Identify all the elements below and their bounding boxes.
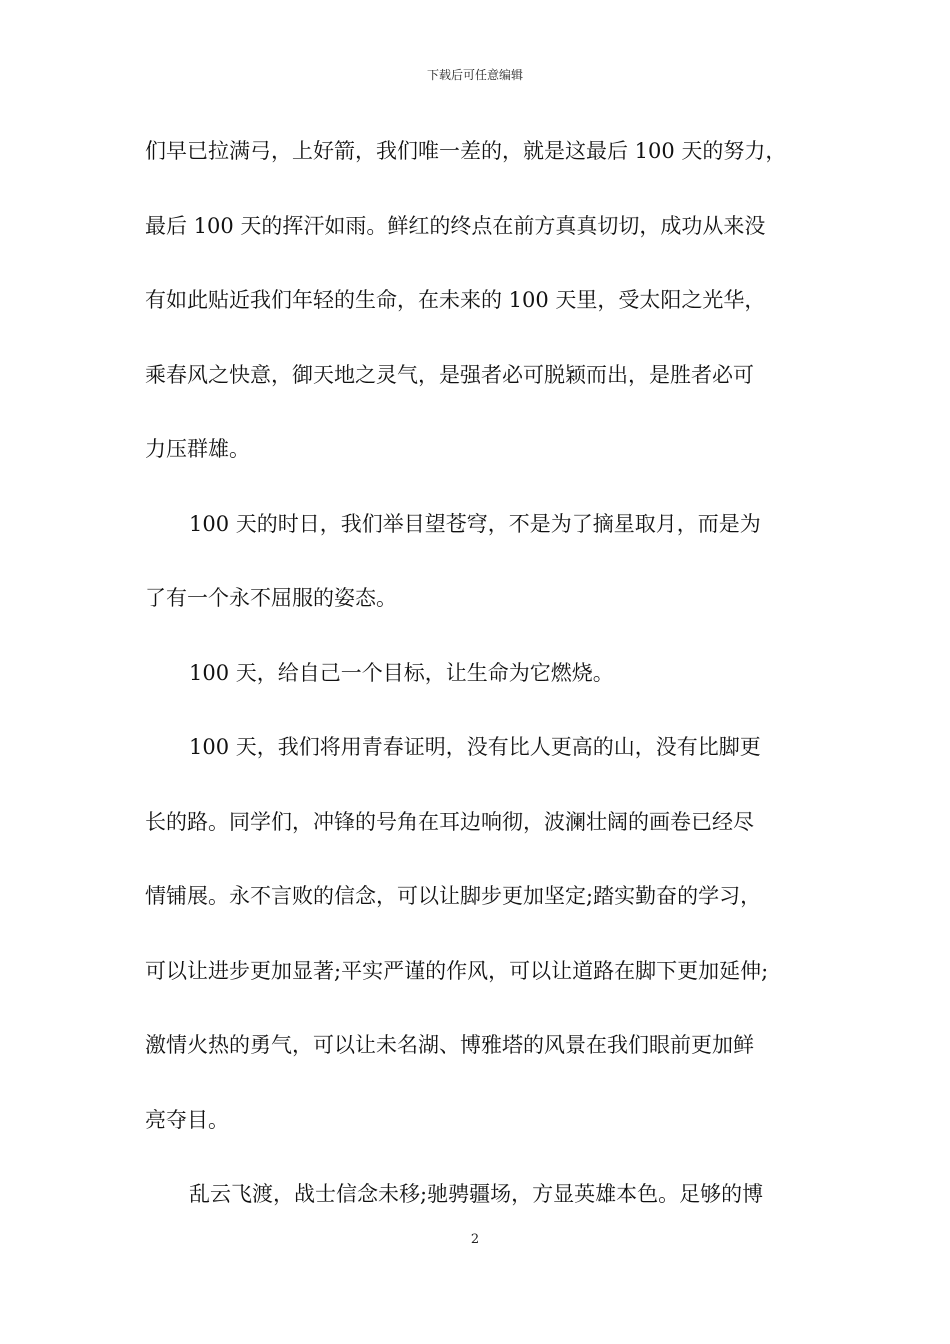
page-header: 下载后可任意编辑 bbox=[426, 68, 523, 82]
page-number: 2 bbox=[470, 1232, 480, 1247]
text-line: 力压群雄。 bbox=[145, 437, 250, 461]
text-line: 亮夺目。 bbox=[145, 1107, 229, 1132]
text-line: 可以让进步更加显著;平实严谨的作风，可以让道路在脚下更加延伸; bbox=[145, 958, 769, 983]
text-line: 了有一个永不屈服的姿态。 bbox=[145, 586, 397, 610]
text-line: 们早已拉满弓，上好箭，我们唯一差的，就是这最后 100 天的努力， bbox=[145, 139, 787, 163]
text-line: 最后 100 天的挥汗如雨。鲜红的终点在前方真真切切，成功从来没 bbox=[145, 213, 766, 238]
text-line: 100 天的时日，我们举目望苍穹，不是为了摘星取月，而是为 bbox=[189, 511, 761, 536]
text-line: 长的路。同学们，冲锋的号角在耳边响彻，波澜壮阔的画卷已经尽 bbox=[145, 809, 754, 834]
text-line: 100 天，我们将用青春证明，没有比人更高的山，没有比脚更 bbox=[189, 735, 761, 759]
text-line: 激情火热的勇气，可以让未名湖、博雅塔的风景在我们眼前更加鲜 bbox=[145, 1033, 754, 1057]
text-line: 乘春风之快意，御天地之灵气，是强者必可脱颖而出，是胜者必可 bbox=[145, 362, 754, 387]
text-line: 情铺展。永不言败的信念，可以让脚步更加坚定;踏实勤奋的学习， bbox=[145, 884, 762, 908]
text-line: 乱云飞渡，战士信念未移;驰骋疆场，方显英雄本色。足够的博 bbox=[189, 1182, 764, 1206]
text-line: 100 天，给自己一个目标，让生命为它燃烧。 bbox=[189, 660, 614, 685]
body-text bbox=[145, 128, 815, 1246]
text-line: 有如此贴近我们年轻的生命，在未来的 100 天里，受太阳之光华， bbox=[145, 288, 766, 312]
